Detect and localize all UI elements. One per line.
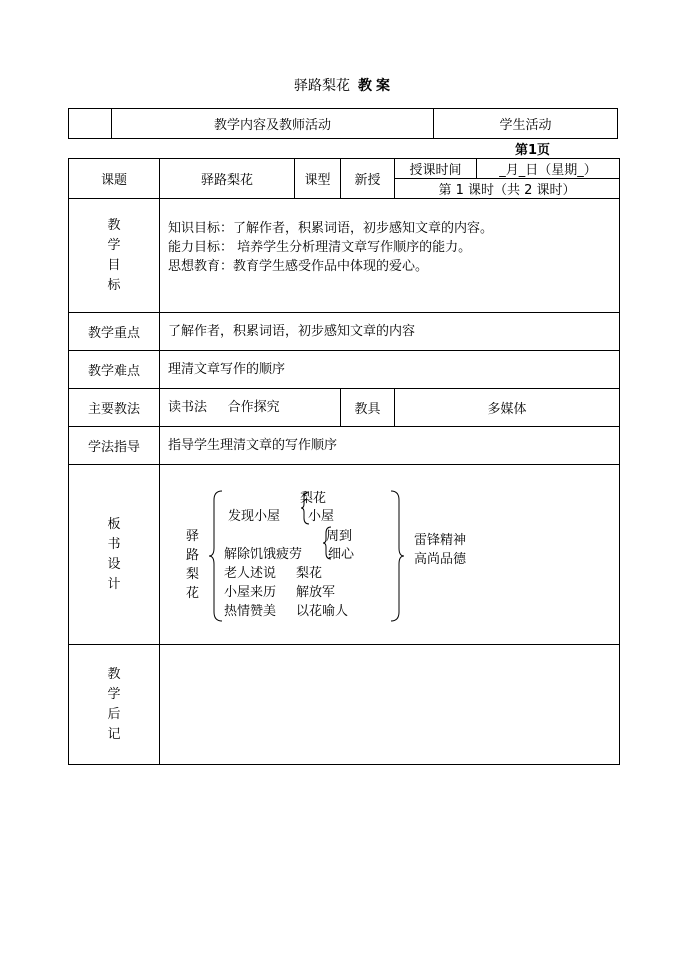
board-sub-item: 小屋 bbox=[308, 509, 335, 524]
label-char: 记 bbox=[107, 726, 121, 742]
tools-value: 多媒体 bbox=[395, 389, 620, 427]
header-col1 bbox=[69, 109, 112, 139]
objective-knowledge: 知识目标：了解作者，积累词语，初步感知文章的内容。 bbox=[168, 221, 494, 236]
board-mid-item: 解放军 bbox=[296, 585, 336, 600]
label-char: 学 bbox=[107, 686, 121, 702]
board-design bbox=[160, 465, 620, 645]
label-char: 书 bbox=[107, 536, 121, 552]
board-item: 热情赞美 bbox=[224, 604, 277, 619]
board-mid-item: 梨花 bbox=[296, 566, 323, 581]
time-value: _月_日（星期_） bbox=[477, 159, 620, 179]
label-char: 计 bbox=[107, 576, 121, 592]
topic-char: 梨 bbox=[186, 567, 200, 582]
board-conclusion: 雷锋精神 bbox=[414, 533, 467, 548]
board-item: 老人述说 bbox=[224, 566, 277, 581]
label-char: 学 bbox=[107, 237, 121, 253]
objective-moral: 思想教育：教育学生感受作品中体现的爱心。 bbox=[168, 259, 429, 274]
period-info: 第 1 课时（共 2 课时） bbox=[395, 179, 620, 199]
topic-value: 驿路梨花 bbox=[160, 159, 295, 199]
board-label bbox=[69, 465, 160, 645]
lesson-plan-table bbox=[68, 158, 620, 765]
header-col3: 学生活动 bbox=[434, 109, 618, 139]
topic-char: 花 bbox=[186, 586, 200, 601]
header-table bbox=[68, 108, 618, 139]
board-sub-item: 周到 bbox=[326, 529, 353, 544]
left-brace bbox=[208, 490, 224, 622]
objective-ability: 能力目标： 培养学生分析理清文章写作顺序的能力。 bbox=[168, 240, 472, 255]
tools-label: 教具 bbox=[341, 389, 395, 427]
methods-value: 读书法 合作探究 bbox=[160, 389, 341, 427]
time-label: 授课时间 bbox=[395, 159, 477, 179]
label-char: 教 bbox=[107, 666, 121, 682]
right-brace bbox=[389, 490, 405, 622]
topic-char: 驿 bbox=[186, 529, 200, 544]
topic-char: 路 bbox=[186, 548, 200, 563]
board-item: 小屋来历 bbox=[224, 585, 277, 600]
label-char: 目 bbox=[107, 257, 121, 273]
type-value: 新授 bbox=[341, 159, 395, 199]
reflection-content bbox=[160, 645, 620, 765]
label-char: 后 bbox=[107, 706, 121, 722]
board-diagram bbox=[160, 465, 619, 643]
document-title bbox=[0, 75, 688, 95]
type-label: 课型 bbox=[295, 159, 341, 199]
topic-label: 课题 bbox=[69, 159, 160, 199]
header-col2: 教学内容及教师活动 bbox=[112, 109, 434, 139]
label-char: 板 bbox=[107, 516, 121, 532]
guidance-label: 学法指导 bbox=[69, 427, 160, 465]
reflection-label bbox=[69, 645, 160, 765]
label-char: 教 bbox=[107, 217, 121, 233]
board-mid-item: 以花喻人 bbox=[296, 604, 349, 619]
key-points-value: 了解作者，积累词语，初步感知文章的内容 bbox=[160, 313, 620, 351]
board-conclusion: 高尚品德 bbox=[414, 552, 467, 567]
label-char: 设 bbox=[107, 556, 121, 572]
methods-label: 主要教法 bbox=[69, 389, 160, 427]
board-sub-item: 细心 bbox=[328, 547, 355, 562]
board-item: 发现小屋 bbox=[228, 509, 281, 524]
objectives-content bbox=[160, 199, 620, 313]
key-points-label: 教学重点 bbox=[69, 313, 160, 351]
difficulties-value: 理清文章写作的顺序 bbox=[160, 351, 620, 389]
guidance-value: 指导学生理清文章的写作顺序 bbox=[160, 427, 620, 465]
difficulties-label: 教学难点 bbox=[69, 351, 160, 389]
page-number: 第1页 bbox=[514, 143, 550, 158]
label-char: 标 bbox=[107, 277, 121, 293]
objectives-label bbox=[69, 199, 160, 313]
board-item: 解除饥饿疲劳 bbox=[224, 547, 303, 562]
title-sub: 教案 bbox=[358, 78, 394, 94]
title-main: 驿路梨花 bbox=[294, 78, 350, 94]
board-sub-item: 梨花 bbox=[300, 491, 327, 506]
